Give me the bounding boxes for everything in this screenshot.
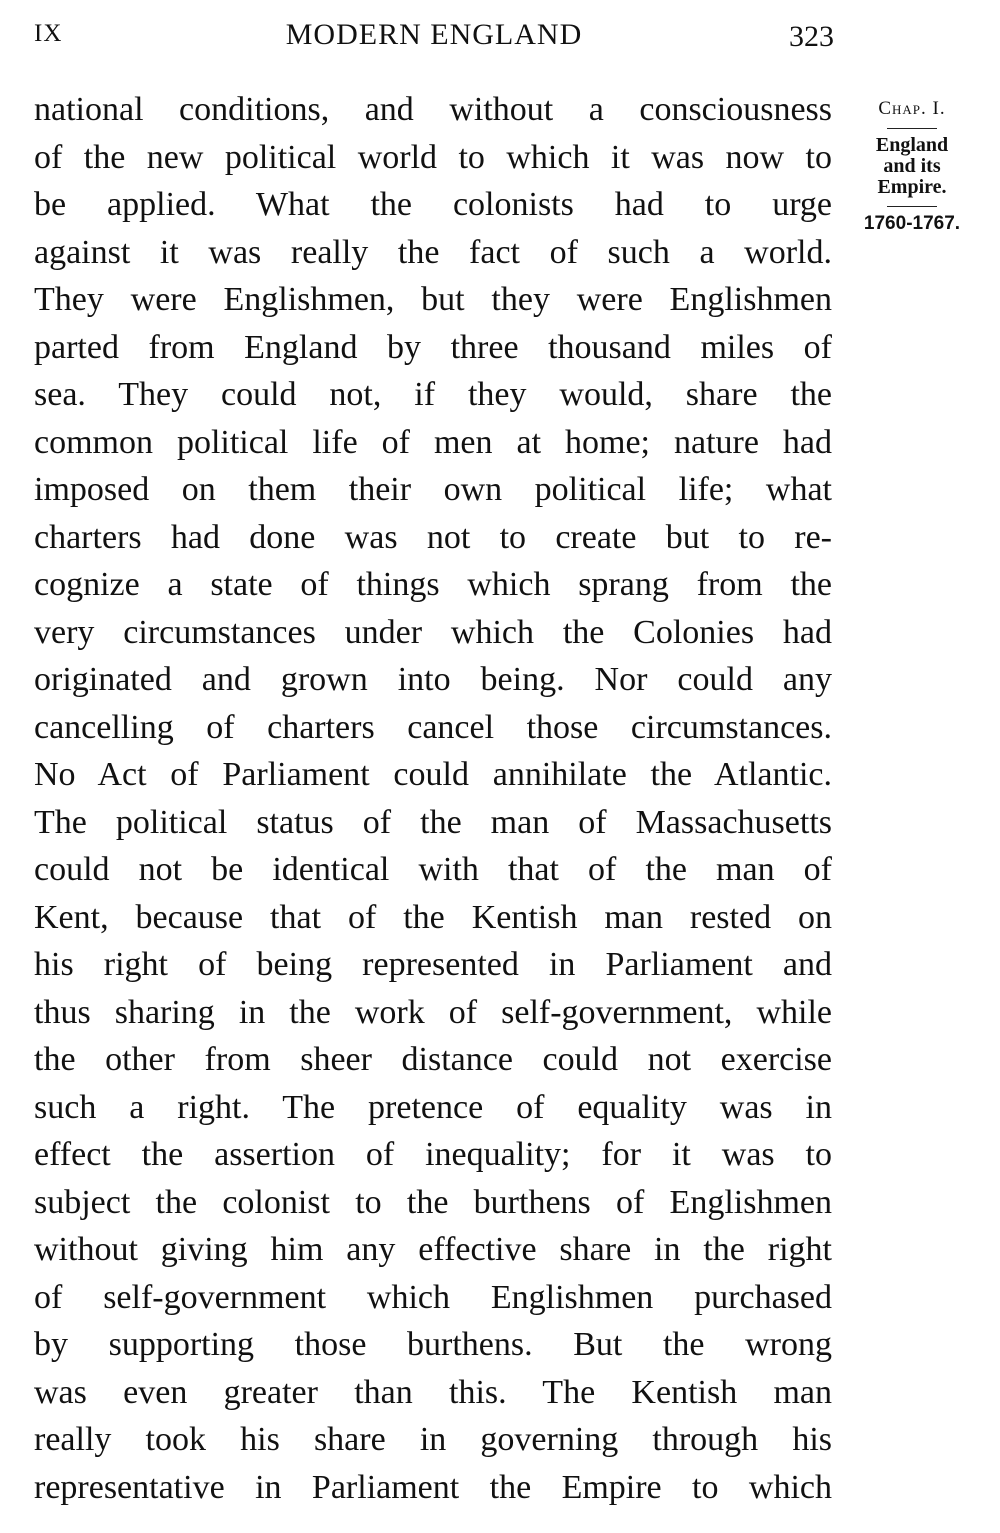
margin-divider [887, 206, 937, 207]
page-number: 323 [789, 20, 834, 53]
text-line: his right of being represented in Parliament and [34, 946, 832, 983]
text-line: parted from England by three thousand miles of [34, 328, 832, 366]
text-line: very circumstances under which the Colonies had [34, 613, 832, 651]
text-line: They were Englishmen, but they were Englishmen [34, 281, 832, 318]
text-line: originated and grown into being. Nor could any [34, 661, 832, 698]
text-line: really took his share in governing through his [34, 1421, 832, 1458]
running-title: MODERN ENGLAND [285, 18, 583, 51]
topic-line: and its [883, 155, 941, 177]
topic-line: Empire. [877, 176, 947, 198]
text-line: against it was really the fact of such a world. [34, 233, 832, 271]
text-line: was even greater than this. The Kentish man [34, 1373, 832, 1411]
chapter-roman-numeral: IX [34, 20, 63, 47]
text-line: such a right. The pretence of equality was in [34, 1088, 832, 1126]
text-line: imposed on them their own political life; what [34, 471, 832, 508]
text-line: of self-government which Englishmen purchased [34, 1278, 832, 1316]
page-header [34, 18, 834, 58]
text-line: Kent, because that of the Kentish man rested on [34, 898, 832, 936]
margin-divider [887, 128, 937, 129]
text-line: of the new political world to which it was now to [34, 138, 832, 176]
text-line: effect the assertion of inequality; for it was to [34, 1136, 832, 1173]
text-line: the other from sheer distance could not exercise [34, 1041, 832, 1078]
text-line: cancelling of charters cancel those circumstances. [34, 708, 832, 746]
body-text [34, 86, 832, 1511]
text-line: common political life of men at home; nature had [34, 423, 832, 461]
chapter-label: Chap. I. [878, 98, 946, 119]
text-line: be applied. What the colonists had to urge [34, 186, 832, 223]
text-line: national conditions, and without a consciousness [34, 91, 832, 128]
text-line: subject the colonist to the burthens of Englishmen [34, 1183, 832, 1221]
date-range: 1760-1767. [863, 213, 961, 234]
marginal-notes [852, 98, 972, 235]
topic-line: England [875, 134, 949, 156]
text-line: representative in Parliament the Empire to which [34, 1468, 832, 1506]
text-line: cognize a state of things which sprang from the [34, 566, 832, 603]
text-line: could not be identical with that of the man of [34, 851, 832, 888]
text-line: thus sharing in the work of self-government, while [34, 993, 832, 1031]
text-line: No Act of Parliament could annihilate the Atlantic. [34, 756, 832, 793]
text-line: charters had done was not to create but to re- [34, 518, 832, 556]
text-line: sea. They could not, if they would, share the [34, 376, 832, 413]
text-line: without giving him any effective share in the right [34, 1231, 832, 1268]
text-line: by supporting those burthens. But the wrong [34, 1326, 832, 1363]
text-line: The political status of the man of Massachusetts [34, 803, 832, 841]
